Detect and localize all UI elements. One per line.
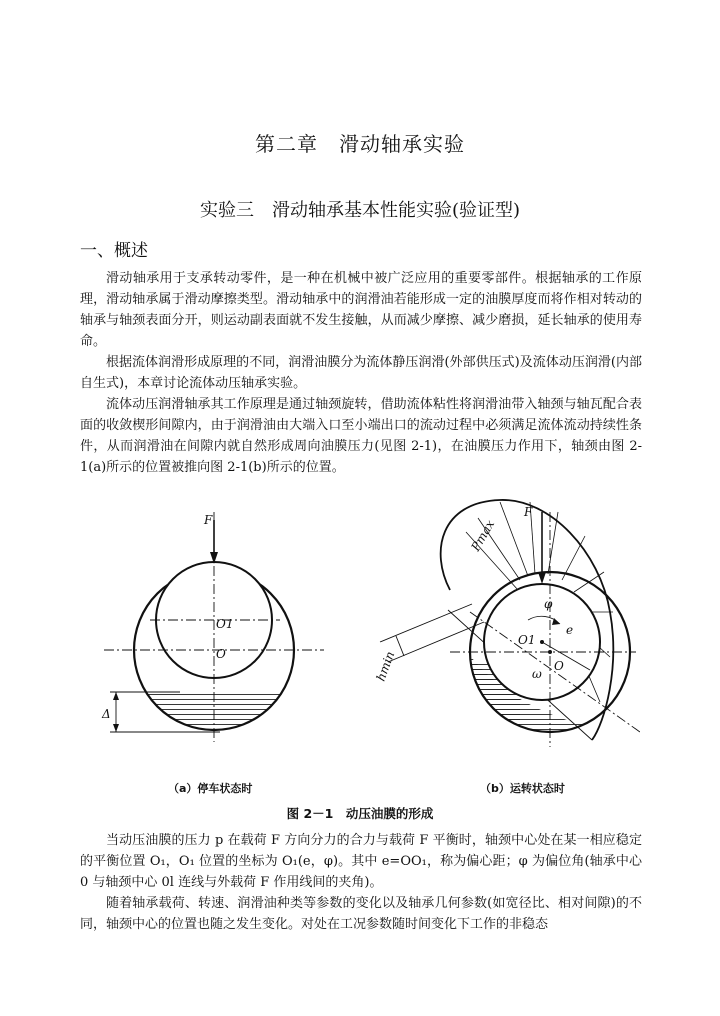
bearing-diagram (80, 492, 640, 792)
gap-label-a: Δ (102, 707, 111, 721)
hmin-label-b: hmin (373, 649, 398, 684)
figure-2-1 (80, 492, 640, 812)
force-label-b: F (524, 505, 533, 519)
omega-label-b: ω (532, 667, 542, 681)
section-heading: 一、概述 (80, 241, 148, 261)
phi-label-b: φ (544, 597, 553, 611)
journal-center-label-b: O1 (518, 633, 536, 647)
caption-b: （b）运转状态时 (480, 782, 565, 795)
experiment-title: 实验三 滑动轴承基本性能实验(验证型) (199, 200, 521, 221)
paragraph: 流体动压润滑轴承其工作原理是通过轴颈旋转，借助流体粘性将润滑油带入轴颈与轴瓦配合表面的收敛楔形间隙内，由于润滑油由大端入口至小端出口的流动过程中必须满足流体流动持续性条件，从而润滑油在间隙内就自然形成周向油膜压力(见图 2-1)，在油膜压力作用下，轴颈由图 2-1(a)所示的位置被推向图 2-1(b)所示的位置。 (80, 397, 642, 475)
paragraph: 根据流体润滑形成原理的不同，润滑油膜分为流体静压润滑(外部供压式)及流体动压润滑(内部自生式)，本章讨论流体动压轴承实验。 (80, 355, 642, 391)
chapter-title: 第二章 滑动轴承实验 (255, 132, 465, 156)
force-label-a: F (204, 513, 213, 527)
paragraph: 随着轴承载荷、转速、润滑油种类等参数的变化以及轴承几何参数(如宽径比、相对间隙)的不同，轴颈中心的位置也随之发生变化。对处在工况参数随时间变化下工作的非稳态 (80, 896, 642, 932)
diagram-b (374, 500, 640, 752)
figure-title: 图 2－1 动压油膜的形成 (286, 806, 434, 821)
body-text-bottom (80, 830, 642, 935)
body-text-top (80, 268, 642, 478)
bearing-center-label-a: O (216, 647, 226, 661)
diagram-a (101, 512, 324, 752)
paragraph: 当动压油膜的压力 p 在载荷 F 方向分力的合力与载荷 F 平衡时，轴颈中心处在某一相应稳定的平衡位置 O₁，O₁ 位置的坐标为 O₁(e，φ)。其中 e=OO₁，称为偏心距；φ 为偏位角(轴承中心 0 与轴颈中心 0l 连线与外载荷 F 作用线间的夹角)。 (80, 833, 642, 890)
journal-center-label-a: O1 (216, 617, 234, 631)
ecc-label-b: e (566, 623, 574, 637)
caption-a: （a）停车状态时 (168, 782, 253, 795)
bearing-center-label-b: O (554, 659, 564, 673)
paragraph: 滑动轴承用于支承转动零件，是一种在机械中被广泛应用的重要零部件。根据轴承的工作原理，滑动轴承属于滑动摩擦类型。滑动轴承中的润滑油若能形成一定的油膜厚度而将作相对转动的轴承与轴颈表面分开，则运动副表面就不发生接触，从而减少摩擦、减少磨损，延长轴承的使用寿命。 (80, 271, 642, 349)
pmax-label-b: Pmax (468, 517, 498, 554)
